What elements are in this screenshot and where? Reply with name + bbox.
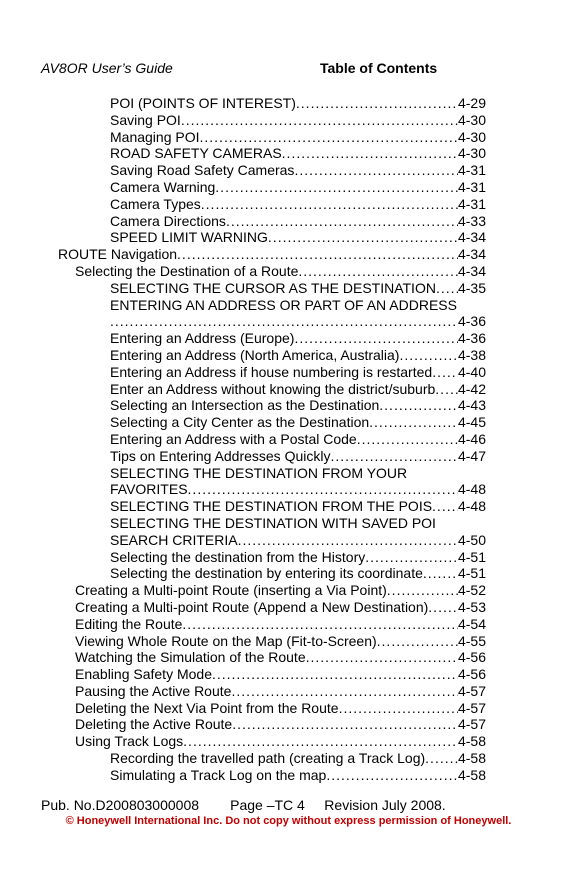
toc-entry[interactable] xyxy=(0,95,577,112)
toc-entry-title: Camera Warning xyxy=(110,178,216,195)
copyright-notice: © Honeywell International Inc. Do not copy without express permission of Honeywell. xyxy=(65,815,512,827)
toc-entry-page: 4-57 xyxy=(457,682,486,699)
toc-leader-dots xyxy=(326,767,458,784)
toc-entry-page: 4-51 xyxy=(457,548,486,565)
toc-entry[interactable] xyxy=(0,498,577,515)
toc-entry[interactable] xyxy=(0,733,577,750)
toc-entry[interactable] xyxy=(0,683,577,700)
toc-entry[interactable] xyxy=(0,196,577,213)
toc-entry[interactable] xyxy=(0,112,577,129)
toc-entry-title: Tips on Entering Addresses Quickly xyxy=(110,447,331,464)
toc-entry[interactable] xyxy=(0,280,577,297)
toc-entry[interactable] xyxy=(0,716,577,733)
toc-entry-page: 4-35 xyxy=(457,279,486,296)
toc-leader-dots xyxy=(200,129,458,146)
toc-entry-title: Viewing Whole Route on the Map (Fit-to-Screen) xyxy=(75,632,377,649)
toc-entry-page: 4-58 xyxy=(457,733,486,750)
toc-entry[interactable] xyxy=(0,347,577,364)
toc-entry-title: Saving Road Safety Cameras xyxy=(110,162,295,179)
toc-entry[interactable] xyxy=(0,549,577,566)
toc-leader-dots xyxy=(188,481,458,498)
toc-entry-title: Pausing the Active Route xyxy=(75,682,232,699)
toc-entry-title: Camera Directions xyxy=(110,212,226,229)
toc-entry[interactable] xyxy=(0,515,577,532)
toc-leader-dots xyxy=(369,414,458,431)
toc-entry[interactable] xyxy=(0,481,577,498)
toc-leader-dots xyxy=(425,750,458,767)
toc-leader-dots xyxy=(379,397,458,414)
toc-entry[interactable] xyxy=(0,666,577,683)
toc-entry-title: Entering an Address (Europe) xyxy=(110,330,295,347)
toc-entry-page: 4-40 xyxy=(457,363,486,380)
toc-entry-page: 4-43 xyxy=(457,397,486,414)
publication-footer: Pub. No.D200803000008 Page –TC 4 Revision July 2008. xyxy=(41,797,446,813)
toc-entry[interactable] xyxy=(0,263,577,280)
toc-entry[interactable] xyxy=(0,179,577,196)
toc-entry[interactable] xyxy=(0,616,577,633)
toc-entry-title: SELECTING THE CURSOR AS THE DESTINATION xyxy=(110,279,436,296)
toc-entry-title: Selecting a City Center as the Destination xyxy=(110,414,370,431)
toc-entry-title: Creating a Multi-point Route (inserting a Via Point) xyxy=(75,582,387,599)
toc-entry[interactable] xyxy=(0,767,577,784)
toc-entry-title: Saving POI xyxy=(110,111,181,128)
toc-leader-dots xyxy=(436,280,458,297)
toc-leader-dots xyxy=(177,246,458,263)
toc-leader-dots xyxy=(181,112,458,129)
toc-entry-page: 4-58 xyxy=(457,766,486,783)
toc-entry[interactable] xyxy=(0,145,577,162)
toc-leader-dots xyxy=(215,179,458,196)
toc-entry[interactable] xyxy=(0,313,577,330)
toc-leader-dots xyxy=(294,330,458,347)
toc-entry-page: 4-31 xyxy=(457,178,486,195)
toc-leader-dots xyxy=(182,616,458,633)
toc-entry-title: Editing the Route xyxy=(75,615,183,632)
toc-entry[interactable] xyxy=(0,213,577,230)
toc-entry[interactable] xyxy=(0,599,577,616)
toc-entry-page: 4-52 xyxy=(457,582,486,599)
toc-entry-title: Using Track Logs xyxy=(75,733,184,750)
toc-entry[interactable] xyxy=(0,532,577,549)
toc-leader-dots xyxy=(226,213,458,230)
toc-entry-title: Selecting the destination from the History xyxy=(110,548,366,565)
toc-entry-title: Entering an Address with a Postal Code xyxy=(110,430,357,447)
toc-entry-page: 4-36 xyxy=(457,330,486,347)
toc-entry-page: 4-45 xyxy=(457,414,486,431)
toc-leader-dots xyxy=(268,229,458,246)
toc-leader-dots xyxy=(377,633,458,650)
toc-entry-page: 4-30 xyxy=(457,111,486,128)
toc-leader-dots xyxy=(238,532,458,549)
toc-entry-title: Selecting an Intersection as the Destination xyxy=(110,397,380,414)
toc-leader-dots xyxy=(282,145,458,162)
toc-leader-dots xyxy=(432,364,458,381)
toc-entry-page: 4-51 xyxy=(457,565,486,582)
toc-entry-page: 4-58 xyxy=(457,750,486,767)
table-of-contents xyxy=(0,95,577,784)
toc-entry-title: Enabling Safety Mode xyxy=(75,666,212,683)
toc-leader-dots xyxy=(428,599,458,616)
toc-entry[interactable] xyxy=(0,565,577,582)
toc-entry-title: Enter an Address without knowing the district/suburb xyxy=(110,380,436,397)
toc-entry[interactable] xyxy=(0,414,577,431)
toc-entry-page: 4-56 xyxy=(457,649,486,666)
toc-entry[interactable] xyxy=(0,330,577,347)
toc-entry[interactable] xyxy=(0,700,577,717)
toc-leader-dots xyxy=(183,733,458,750)
toc-leader-dots xyxy=(399,347,458,364)
toc-entry-title: Creating a Multi-point Route (Append a New Destination) xyxy=(75,598,429,615)
toc-entry-title: Entering an Address if house numbering is restarted xyxy=(110,363,433,380)
toc-entry-title: Camera Types xyxy=(110,195,201,212)
toc-entry[interactable] xyxy=(0,229,577,246)
toc-entry[interactable] xyxy=(0,297,577,314)
toc-leader-dots xyxy=(306,649,458,666)
toc-entry-page: 4-55 xyxy=(457,632,486,649)
toc-entry-page: 4-31 xyxy=(457,195,486,212)
toc-entry[interactable] xyxy=(0,582,577,599)
toc-entry-page: 4-34 xyxy=(457,229,486,246)
toc-entry[interactable] xyxy=(0,431,577,448)
toc-entry[interactable] xyxy=(0,633,577,650)
toc-leader-dots xyxy=(330,448,457,465)
toc-leader-dots xyxy=(201,196,458,213)
section-title: Table of Contents xyxy=(320,60,438,76)
toc-entry[interactable] xyxy=(0,397,577,414)
toc-entry-title: Deleting the Next Via Point from the Route xyxy=(75,699,339,716)
toc-entry[interactable] xyxy=(0,162,577,179)
toc-entry-title: SPEED LIMIT WARNING xyxy=(110,229,268,246)
toc-entry[interactable] xyxy=(0,649,577,666)
toc-entry-page: 4-29 xyxy=(457,95,486,111)
toc-leader-dots xyxy=(435,381,458,398)
toc-entry-page: 4-33 xyxy=(457,212,486,229)
toc-entry[interactable] xyxy=(0,465,577,482)
toc-leader-dots xyxy=(298,263,458,280)
toc-leader-dots xyxy=(357,431,458,448)
toc-entry-page: 4-36 xyxy=(457,313,486,330)
toc-entry-page: 4-57 xyxy=(457,699,486,716)
toc-entry[interactable] xyxy=(0,246,577,263)
toc-entry-page: 4-38 xyxy=(457,346,486,363)
toc-entry[interactable] xyxy=(0,448,577,465)
toc-entry-page: 4-48 xyxy=(457,481,486,498)
toc-leader-dots xyxy=(423,565,458,582)
document-title: AV8OR User’s Guide xyxy=(41,60,173,76)
toc-entry[interactable] xyxy=(0,381,577,398)
toc-entry-title: SELECTING THE DESTINATION WITH SAVED POI xyxy=(110,514,436,531)
toc-entry-page: 4-46 xyxy=(457,430,486,447)
toc-entry-title: Simulating a Track Log on the map xyxy=(110,766,327,783)
toc-entry[interactable] xyxy=(0,750,577,767)
toc-entry-page: 4-48 xyxy=(457,498,486,515)
toc-leader-dots xyxy=(339,700,458,717)
toc-leader-dots xyxy=(231,683,458,700)
toc-leader-dots xyxy=(232,716,458,733)
toc-entry-title: SELECTING THE DESTINATION FROM THE POIS xyxy=(110,498,433,515)
toc-leader-dots xyxy=(296,95,458,112)
toc-entry[interactable] xyxy=(0,364,577,381)
toc-entry-page: 4-42 xyxy=(457,380,486,397)
toc-entry-title: POI (POINTS OF INTEREST) xyxy=(110,95,296,111)
toc-entry-title: ENTERING AN ADDRESS OR PART OF AN ADDRESS xyxy=(110,296,457,313)
toc-entry-title: Selecting the destination by entering its coordinate xyxy=(110,565,423,582)
toc-leader-dots xyxy=(212,666,458,683)
toc-entry-page: 4-30 xyxy=(457,128,486,145)
toc-entry-title: Deleting the Active Route xyxy=(75,716,233,733)
toc-entry-page: 4-56 xyxy=(457,666,486,683)
toc-entry-page: 4-34 xyxy=(457,246,486,263)
toc-entry-title: Entering an Address (North America, Australia) xyxy=(110,346,400,363)
toc-entry-title: Managing POI xyxy=(110,128,200,145)
toc-entry-page: 4-34 xyxy=(457,262,486,279)
toc-leader-dots xyxy=(432,498,458,515)
toc-leader-dots xyxy=(294,162,458,179)
toc-entry-page: 4-50 xyxy=(457,531,486,548)
toc-leader-dots xyxy=(387,582,458,599)
toc-entry-title: ROUTE Navigation xyxy=(58,246,178,263)
toc-entry-page: 4-54 xyxy=(457,615,486,632)
toc-leader-dots xyxy=(365,549,458,566)
toc-entry-title: Watching the Simulation of the Route xyxy=(75,649,306,666)
toc-entry-title: ROAD SAFETY CAMERAS xyxy=(110,145,282,162)
toc-entry-title: Recording the travelled path (creating a Track Log) xyxy=(110,750,426,767)
toc-entry-page: 4-53 xyxy=(457,598,486,615)
toc-entry-title: Selecting the Destination of a Route xyxy=(75,262,299,279)
toc-entry-title: SELECTING THE DESTINATION FROM YOUR xyxy=(110,464,408,481)
toc-entry[interactable] xyxy=(0,129,577,146)
toc-entry-page: 4-57 xyxy=(457,716,486,733)
toc-leader-dots xyxy=(110,313,458,330)
toc-entry-page: 4-30 xyxy=(457,145,486,162)
toc-entry-page: 4-31 xyxy=(457,162,486,179)
toc-entry-title: SEARCH CRITERIA xyxy=(110,531,238,548)
toc-entry-page: 4-47 xyxy=(457,447,486,464)
toc-entry-title: FAVORITES xyxy=(110,481,188,498)
